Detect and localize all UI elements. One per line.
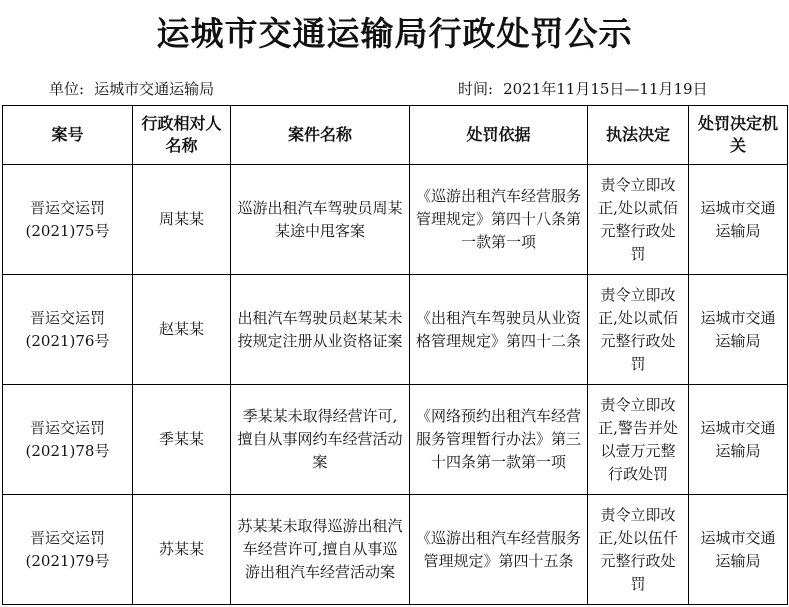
cell-authority: 运城市交通运输局 xyxy=(689,275,788,385)
cell-basis: 《网络预约出租汽车经营服务管理暂行办法》第三十四条第一款第一项 xyxy=(410,385,588,495)
unit-label: 单位: xyxy=(49,80,85,98)
time-value: 2021年11月15日—11月19日 xyxy=(503,80,708,98)
cell-decision: 责令立即改正,处以贰佰元整行政处罚 xyxy=(588,165,689,275)
table-row xyxy=(3,165,788,275)
time-label: 时间: xyxy=(458,80,494,98)
header-decision: 执法决定 xyxy=(588,106,689,165)
header-basis: 处罚依据 xyxy=(410,106,588,165)
table-row xyxy=(3,495,788,605)
cell-case-no: 晋运交运罚(2021)75号 xyxy=(3,165,133,275)
cell-authority: 运城市交通运输局 xyxy=(689,165,788,275)
cell-authority: 运城市交通运输局 xyxy=(689,385,788,495)
penalty-table xyxy=(2,105,788,605)
header-case-no: 案号 xyxy=(3,106,133,165)
cell-party: 周某某 xyxy=(133,165,231,275)
cell-case-name: 季某某未取得经营许可,擅自从事网约车经营活动案 xyxy=(231,385,410,495)
cell-case-no: 晋运交运罚(2021)76号 xyxy=(3,275,133,385)
unit-info xyxy=(49,78,214,99)
cell-case-no: 晋运交运罚(2021)78号 xyxy=(3,385,133,495)
header-authority: 处罚决定机关 xyxy=(689,106,788,165)
table-header-row xyxy=(3,106,788,165)
page-title: 运城市交通运输局行政处罚公示 xyxy=(156,14,633,53)
meta-line xyxy=(0,70,789,106)
cell-decision: 责令立即改正,处以伍仟元整行政处罚 xyxy=(588,495,689,605)
cell-case-name: 出租汽车驾驶员赵某某未按规定注册从业资格证案 xyxy=(231,275,410,385)
cell-case-no: 晋运交运罚(2021)79号 xyxy=(3,495,133,605)
cell-decision: 责令立即改正,处以贰佰元整行政处罚 xyxy=(588,275,689,385)
cell-party: 赵某某 xyxy=(133,275,231,385)
cell-authority: 运城市交通运输局 xyxy=(689,495,788,605)
cell-party: 苏某某 xyxy=(133,495,231,605)
table-row xyxy=(3,275,788,385)
time-info xyxy=(458,78,708,99)
cell-case-name: 苏某某未取得巡游出租汽车经营许可,擅自从事巡游出租汽车经营活动案 xyxy=(231,495,410,605)
cell-party: 季某某 xyxy=(133,385,231,495)
header-party: 行政相对人名称 xyxy=(133,106,231,165)
unit-value: 运城市交通运输局 xyxy=(94,80,215,98)
cell-basis: 《巡游出租汽车经营服务管理规定》第四十八条第一款第一项 xyxy=(410,165,588,275)
table-row xyxy=(3,385,788,495)
cell-case-name: 巡游出租汽车驾驶员周某某途中甩客案 xyxy=(231,165,410,275)
header-case-name: 案件名称 xyxy=(231,106,410,165)
cell-decision: 责令立即改正,警告并处以壹万元整行政处罚 xyxy=(588,385,689,495)
cell-basis: 《出租汽车驾驶员从业资格管理规定》第四十二条 xyxy=(410,275,588,385)
cell-basis: 《巡游出租汽车经营服务管理规定》第四十五条 xyxy=(410,495,588,605)
